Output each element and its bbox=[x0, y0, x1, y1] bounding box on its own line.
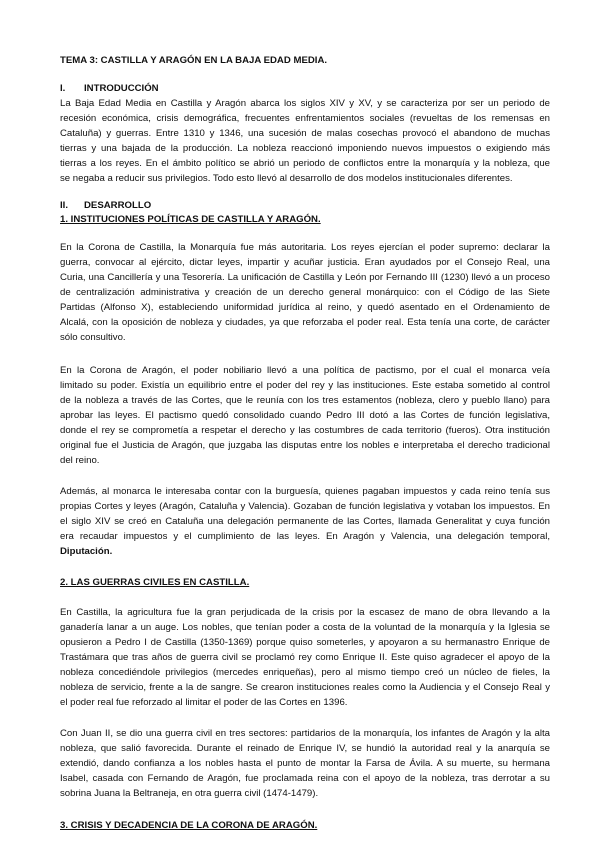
paragraph-line: propias Cortes y leyes (Aragón, Cataluña y Valencia). Gozaban de función legislativa y votaban los impuestos. En bbox=[60, 501, 550, 512]
section-heading-development bbox=[60, 198, 550, 213]
paragraph-line: Además, al monarca le interesaba contar con la burguesía, quienes pagaban impuestos y cada reino tenía sus bbox=[60, 486, 550, 497]
paragraph-line: Curia, una Cancillería y una Tesorería. La unificación de Castilla y León por Fernando III (1230) llevó a un proceso bbox=[60, 272, 550, 283]
paragraph-line: nobleza concediéndole privilegios (mercedes enriqueñas), pero al mismo tiempo creó un núcleo de fieles, la bbox=[60, 667, 550, 678]
paragraph-line: era recaudar impuestos y el cumplimiento de las leyes. En Aragón y Valencia, una delegación temporal, bbox=[60, 531, 550, 542]
paragraph-line: En Castilla, la agricultura fue la gran perjudicada de la crisis por la escasez de mano de obra llevando a la bbox=[60, 607, 550, 618]
paragraph-line: ganadería lanar a un auge. Los nobles, que tenían poder a costa de la voluntad de la monarquía y la Iglesia se bbox=[60, 622, 550, 633]
paragraph-line: original fue el Justicia de Aragón, que juzgaba las disputas entre los nobles e interpretaba el derecho tradicional bbox=[60, 440, 550, 451]
paragraph-line: guerra, convocar al ejército, dictar leyes, impartir y acuñar justicia. Eran ayudados por el Consejo Real, una bbox=[60, 257, 550, 268]
paragraph-line: tierras a los reyes. En el ámbito político se abrió un periodo de conflictos entre la monarquía y la nobleza, que bbox=[60, 158, 550, 169]
paragraph-line: aprobar las leyes. El pactismo quedó consolidado cuando Pedro III dotó a las Cortes de función legislativa, bbox=[60, 410, 550, 421]
paragraph-line: Partidas (Alfonso X), estableciendo uniformidad jurídica al reino, y quedó asentado en el Ordenamiento de bbox=[60, 302, 550, 313]
paragraph-line: Alcalá, con la oposición de nobleza y ciudades, ya que reforzaba el poder real. Esta tenía una corte, de carácter bbox=[60, 317, 550, 328]
subsection-heading-1: 1. INSTITUCIONES POLÍTICAS DE CASTILLA Y ARAGÓN. bbox=[60, 214, 321, 225]
section-number: II. bbox=[60, 200, 68, 211]
paragraph-line: Diputación. bbox=[60, 546, 113, 557]
paragraph-line: limitado su poder. Existía un equilibrio entre el poder del rey y las instituciones. Este estaba sometido al control bbox=[60, 380, 550, 391]
paragraph-line: En la Corona de Castilla, la Monarquía fue más autoritaria. Los reyes ejercían el poder supremo: declarar la bbox=[60, 242, 550, 253]
paragraph-line: el poder real fue reforzado al limitar el poder de las Cortes en 1396. bbox=[60, 697, 348, 708]
paragraph-line: extendió, dando confianza a los nobles hasta el punto de montar la Farsa de Ávila. A su muerte, su hermana bbox=[60, 758, 550, 769]
paragraph-line: se negaba a reducir sus privilegios. Todo esto llevó al desarrollo de dos modelos institucionales diferentes. bbox=[60, 173, 513, 184]
section-number: I. bbox=[60, 83, 66, 94]
paragraph-line: La Baja Edad Media en Castilla y Aragón abarca los siglos XIV y XV, y se caracteriza por ser un periodo de bbox=[60, 98, 550, 109]
paragraph-line: del reino. bbox=[60, 455, 100, 466]
paragraph-line: nobleza, que salió favorecida. Durante el reinado de Enrique IV, se hundió la autoridad real y la anarquía se bbox=[60, 743, 550, 754]
section-heading-intro bbox=[60, 81, 550, 96]
paragraph-line: sólo consultivo. bbox=[60, 332, 126, 343]
paragraph-line: nobleza de servicio, frente a la de sangre. Se crearon instituciones reales como la Audiencia y el Consejo Real y bbox=[60, 682, 550, 693]
paragraph-line: tierras y una bajada de la producción. La nobleza reaccionó imponiendo nuevos impuestos o exigiendo más bbox=[60, 143, 550, 154]
section-label: INTRODUCCIÓN bbox=[84, 83, 159, 94]
paragraph-line: Trastámara que tras años de guerra civil se proclamó rey como Enrique II. Este quiso agradecer el apoyo de la bbox=[60, 652, 550, 663]
paragraph-line: Isabel, casada con Fernando de Aragón, fue proclamada reina con el apoyo de la nobleza, tras derrotar a su bbox=[60, 773, 550, 784]
document-title: TEMA 3: CASTILLA Y ARAGÓN EN LA BAJA EDAD MEDIA. bbox=[60, 55, 328, 66]
paragraph-line: sobrina Juana la Beltraneja, en otra guerra civil (1474-1479). bbox=[60, 788, 319, 799]
section-label: DESARROLLO bbox=[84, 200, 152, 211]
paragraph-line: donde el rey se comprometía a respetar el derecho y las costumbres de cada territorio (fueros). Otra institución bbox=[60, 425, 550, 436]
paragraph-line: En la Corona de Aragón, el poder nobiliario llevó a una política de pactismo, por el cual el monarca veía bbox=[60, 365, 550, 376]
paragraph-line: Con Juan II, se dio una guerra civil en tres sectores: partidarios de la monarquía, los infantes de Aragón y la alta bbox=[60, 728, 550, 739]
paragraph-line: Cataluña) y guerras. Entre 1310 y 1346, una sucesión de malas cosechas provocó el abandono de muchas bbox=[60, 128, 550, 139]
paragraph-line: de centralización administrativa y creación de un derecho general monárquico: con el Código de las Siete bbox=[60, 287, 550, 298]
paragraph-line: opusieron a Pedro I de Castilla (1350-1369) porque quiso someterles, y apoyaron a su hermanastro Enrique de bbox=[60, 637, 550, 648]
paragraph-line: de la nobleza a través de las Cortes, que le reunía con los tres estamentos (nobleza, clero y pueblo llano) para bbox=[60, 395, 550, 406]
paragraph-line: el siglo XIV se creó en Cataluña una delegación permanente de las Cortes, llamada Generalitat y cuya función bbox=[60, 516, 550, 527]
subsection-heading-2: 2. LAS GUERRAS CIVILES EN CASTILLA. bbox=[60, 577, 250, 588]
subsection-heading-3: 3. CRISIS Y DECADENCIA DE LA CORONA DE ARAGÓN. bbox=[60, 820, 318, 831]
paragraph-line: recesión económica, crisis demográfica, frecuentes enfrentamientos sociales (revueltas de los remensas en bbox=[60, 113, 550, 124]
